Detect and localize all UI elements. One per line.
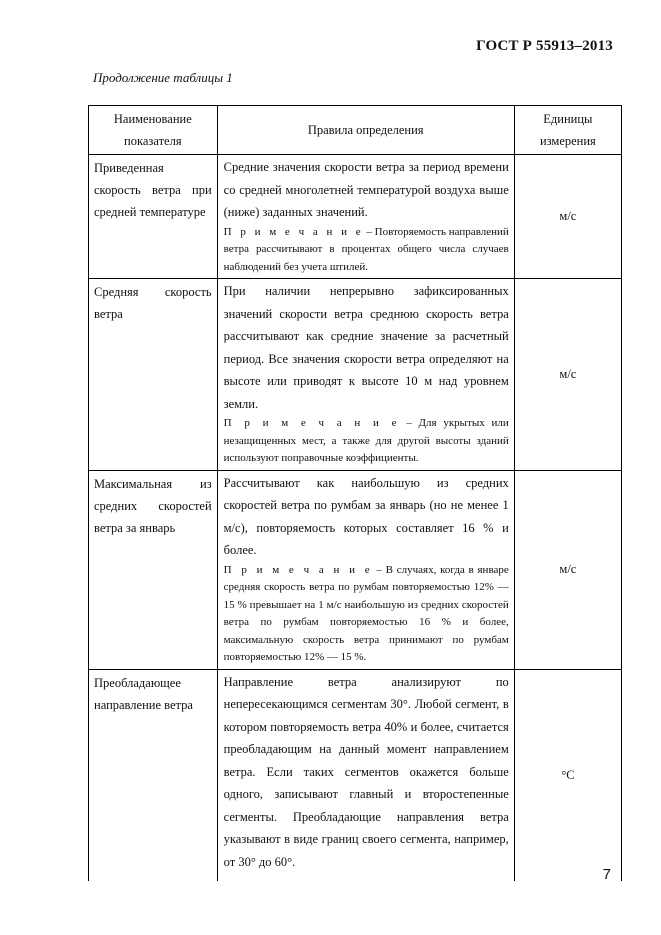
note-label: П р и м е ч а н и е — [223, 225, 364, 238]
note-label: П р и м е ч а н и е — [223, 563, 373, 576]
table-row — [89, 470, 622, 669]
unit-cell: м/с — [514, 279, 621, 471]
indicator-name: Максимальная из средних скоростей ветра за январь — [94, 476, 212, 535]
table-header-row — [89, 106, 622, 155]
unit-cell: м/с — [514, 470, 621, 669]
rule-text: При наличии непрерывно зафиксированных значений скорости ветра среднюю скорость ветра рассчитывают как средние значение за расчетный период. Все значения скорости ветра определяют на высоте или приводят к высоте 10 м над уровнем земли. — [223, 284, 509, 411]
unit-cell: м/с — [514, 155, 621, 279]
document-code: ГОСТ Р 55913–2013 — [476, 38, 613, 54]
rule-note — [218, 224, 514, 279]
rule-note — [218, 415, 514, 470]
rule-text: Рассчитывают как наибольшую из средних скоростей ветра по румбам за январь (но не менее 1 м/с), повторяемость которых составляет 16 % и более. — [223, 475, 509, 557]
rule-text: Направление ветра анализируют по непересекающимся сегментам 30°. Любой сегмент, в котором повторяемость ветра 40% и более, считается преобладающим на данный момент направлением ветра. Если таких сегментов окажется больше одного, записывают главный и второстепенные сегменты. Преобладающие направления ветра указывают в виде границ своего сегмента, например, от 30° до 60°. — [223, 674, 509, 869]
indicator-name: Средняя скорость ветра — [94, 285, 212, 321]
table-continuation-caption: Продолжение таблицы 1 — [93, 70, 233, 85]
header-indicator-name: Наименование показателя — [89, 106, 218, 155]
note-text: – Повторяемость направлений ветра рассчитывают в процентах общего числа случаев наблюдений без учета штилей. — [223, 225, 509, 273]
unit-cell: °С — [514, 669, 621, 881]
header-units: Единицы измерения — [514, 106, 621, 155]
indicators-table — [88, 105, 622, 881]
rule-text: Средние значения скорости ветра за период времени со средней многолетней температурой воздуха выше (ниже) заданных значений. — [223, 160, 509, 219]
indicator-name: Приведенная скорость ветра при средней температуре — [94, 161, 212, 219]
note-text: – В случаях, когда в январе средняя скорость ветра по румбам повторяемостью 12% — 15 % превышает на 1 м/с наибольшую из средних скоростей ветра по румбам повторяемостью 16 % и более, максимальную скорость ветра принимают по румбам повторяемостью 12% — 15 %. — [223, 563, 509, 663]
rule-note — [218, 562, 514, 669]
note-text: – Для укрытых или незащищенных мест, а также для другой высоты зданий используют поправочные коэффициенты. — [223, 417, 509, 464]
table-row — [89, 155, 622, 279]
indicator-name: Преобладающее направление ветра — [94, 675, 193, 712]
table-row — [89, 279, 622, 471]
header-rules: Правила определения — [217, 106, 514, 155]
table-row — [89, 669, 622, 881]
page-number: 7 — [602, 866, 611, 883]
note-label: П р и м е ч а н и е — [223, 417, 400, 429]
